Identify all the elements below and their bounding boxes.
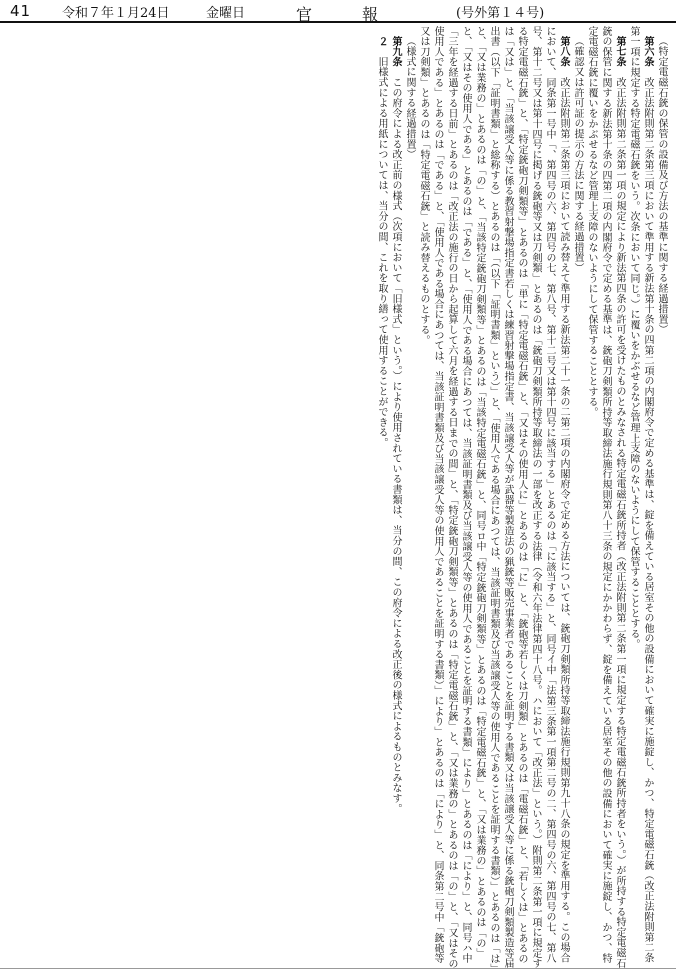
article-text: 改正法附則第二条第一項の規定により新法第四条の許可を受けたものとみなされる特定電磁石銃所持者（改正法附則第二条第一項に規定する特定電磁石銃所持者をいう。）が所持する特定電磁石銃の保管に関する新法第十条の四第二項の内閣府令で定める基準は、銃砲刀剣類所持等取締法施行規則第八十三条の規定にかかわらず、錠を備えている居室その他の設備において確実に施錠し、かつ、特定電磁石銃に覆いをかぶせるなど管理上支障のないようにして保管することとする。	[586, 26, 625, 969]
article-text: この府令による改正前の様式（次項において「旧様式」という。）により使用されている書類は、当分の間、この府令による改正後の様式によるものとみなす。	[390, 66, 401, 814]
article-paragraph	[416, 26, 570, 970]
article-number: 第七条	[614, 36, 625, 67]
article-number: ２	[376, 36, 387, 47]
article-paragraph	[626, 26, 654, 970]
article-text: 改正法附則第二条第三項において準用する新法第十条の四第二項の内閣府令で定める基準は、錠を備えている居室その他の設備において確実に施錠し、かつ、特定電磁石銃（改正法附則第二条第一項に規定する特定電磁石銃をいう。次条において同じ。）に覆いをかぶせるなど管理上支障のないようにして保管することとする。	[628, 26, 653, 964]
section-caption: （特定電磁石銃の保管の設備及び方法の基準に関する経過措置）	[656, 36, 667, 335]
article-text: 改正法附則第二条第三項において読み替えて準用する新法第二十一条の二第二項の内閣府令で定める方法については、銃砲刀剣類所持等取締法施行規則第九十八条の規定を準用する。この場合において、同条第一号中「、第四号の六、第四号の七、第八号、第十二号又は第十四号に該当する」とあるのは「に該当する」と、同号イ中「法第三条第一項第二号の二、第四号の六、第四号の七、第八号、第十二号又は第十四号に掲げる銃砲等又は刀剣類」とあるのは「銃砲刀剣類所持等取締法の一部を改正する法律（令和六年法律第四十八号。ハにおいて「改正法」という。）附則第二条第一項に規定する特定電磁石銃」と、「特定銃砲刀剣類等」とあるのは「単に「特定電磁石銃」と、「又はその使用人に」とあるのは「に」と、「銃砲等若しくは刀剣類」とあるのは「電磁石銃」と、「若しくは」とあるのは「又は」と、「当該譲受人等に係る教習射撃場指定書若しくは練習射撃場指定書、当該譲受人等が武器等製造法の猟銃等販売事業者であることを証明する書類又は当該譲受人等に係る銃砲刀剣類製造等届出書（以下「証明書類」と総称する）とあるのは「（以下「証明書類」という）」と、「使用人である場合にあつては、当該証明書類及び当該譲受人等の使用人であることを証明する書類）」とあるのは「は」と、「又は業務の」とあるのは「の」と、「当該特定銃砲刀剣類等」とあるのは「当該特定電磁石銃」と、同号ロ中「特定銃砲刀剣類等」とあるのは「特定電磁石銃」と、「又は業務の」とあるのは「の」と、「又はその使用人である」とあるのは「である」と、「使用人である場合にあつては、当該証明書類及び当該譲受人等の使用人であることを証明する書類」により」とあるのは「により」と、同号ハ中「三年を経過する日前」とあるのは「改正法の施行の日から起算して六月を経過する日までの間」と、「特定銃砲刀剣類等」とあるのは「特定電磁石銃」と、「又は業務の」とあるのは「の」と、「又はその使用人である」とあるのは「である」と、「使用人である場合にあつては、当該証明書類及び当該譲受人等の使用人であることを証明する書類）」により」とあるのは「により」と、同条第二号中「銃砲等又は刀剣類」とあるのは「特定電磁石銃」と読み替えるものとする。	[418, 26, 569, 970]
issue-number: (号外第１４号)	[456, 6, 545, 21]
article-paragraph	[584, 26, 626, 970]
issue-date: 令和７年１月24日	[62, 6, 170, 21]
article-number: 第六条	[642, 36, 653, 67]
gazette-title-part1: 官	[296, 5, 315, 24]
gazette-title-part2: 報	[362, 5, 381, 24]
section-caption: （様式に関する経過措置）	[404, 36, 415, 160]
header-rule	[0, 21, 676, 23]
footer-rule	[0, 968, 676, 969]
article-number: 第八条	[558, 36, 569, 67]
article-paragraph	[388, 26, 402, 970]
page-number: 41	[10, 2, 32, 20]
article-number: 第九条	[390, 36, 401, 67]
article-text: 旧様式による用紙については、当分の間、これを取り繕って使用することができる。	[376, 46, 387, 449]
section-caption: （確認又は許可証の提示の方法に関する経過措置）	[572, 36, 583, 273]
weekday: 金曜日	[206, 6, 246, 21]
article-body	[250, 26, 668, 970]
sub-paragraph	[374, 26, 388, 970]
